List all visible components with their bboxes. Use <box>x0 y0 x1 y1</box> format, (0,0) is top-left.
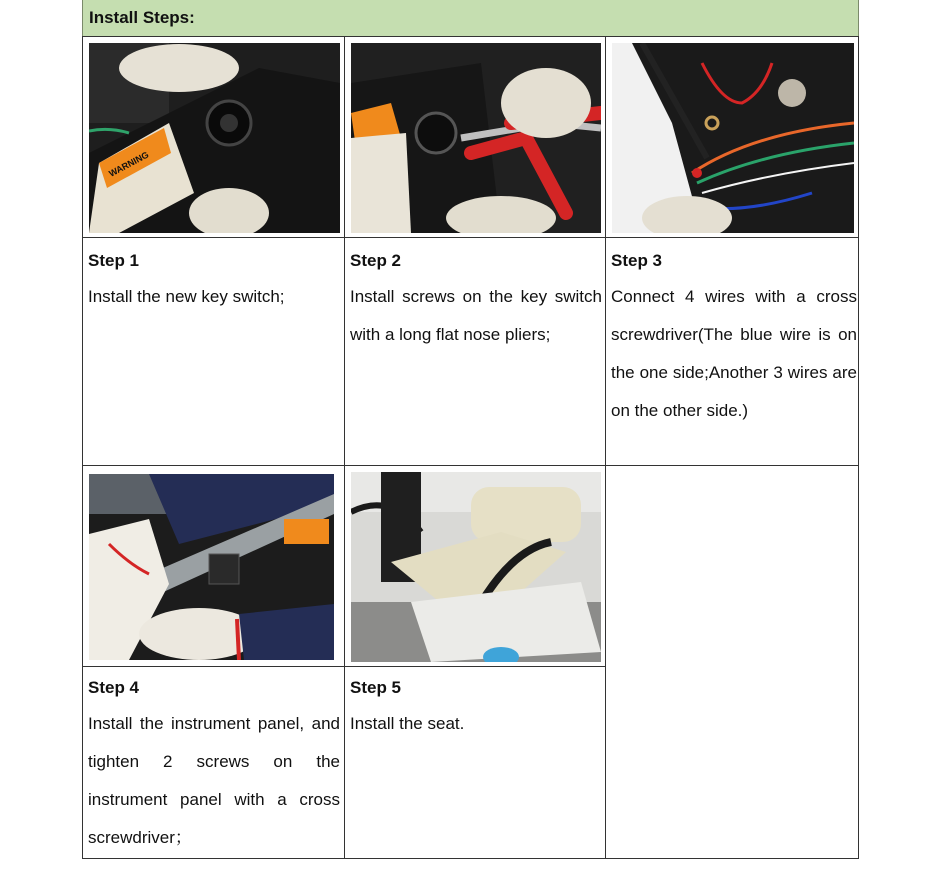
empty-photo-cell <box>605 465 859 859</box>
step-5-description: Install the seat. <box>350 714 465 733</box>
step-2-photo-cell <box>344 36 606 238</box>
step-1-photo <box>89 43 340 233</box>
step-4-photo-cell <box>82 465 345 667</box>
step-1-text-cell <box>82 237 345 466</box>
step-2-text-cell <box>344 237 606 466</box>
step-3-text-cell <box>605 237 859 466</box>
step-3-photo <box>612 43 854 233</box>
step-5-photo <box>351 472 601 662</box>
step-1-description: Install the new key switch; <box>88 287 285 306</box>
step-2-photo <box>351 43 601 233</box>
step-4-text-cell <box>82 666 345 859</box>
step-5-title: Step 5 <box>350 678 402 697</box>
section-title: Install Steps: <box>89 8 195 27</box>
step-2-description: Install screws on the key switch with a long flat nose pliers; <box>350 287 602 344</box>
step-5-photo-cell <box>344 465 606 667</box>
step-2-title: Step 2 <box>350 251 402 270</box>
step-3-title: Step 3 <box>611 251 663 270</box>
step-3-photo-cell <box>605 36 859 238</box>
step-4-description: Install the instrument panel, and tighten 2 screws on the instrument panel with a cross screwdriver； <box>88 714 340 847</box>
step-4-photo <box>89 474 334 660</box>
step-1-title: Step 1 <box>88 251 140 270</box>
step-1-photo-cell <box>82 36 345 238</box>
section-header <box>82 0 859 37</box>
warning-label-text: WARNING <box>107 149 151 179</box>
step-4-title: Step 4 <box>88 678 140 697</box>
step-5-text-cell <box>344 666 606 859</box>
step-3-description: Connect 4 wires with a cross screwdriver(The blue wire is on the one side;Another 3 wires are on the other side.) <box>611 287 857 420</box>
